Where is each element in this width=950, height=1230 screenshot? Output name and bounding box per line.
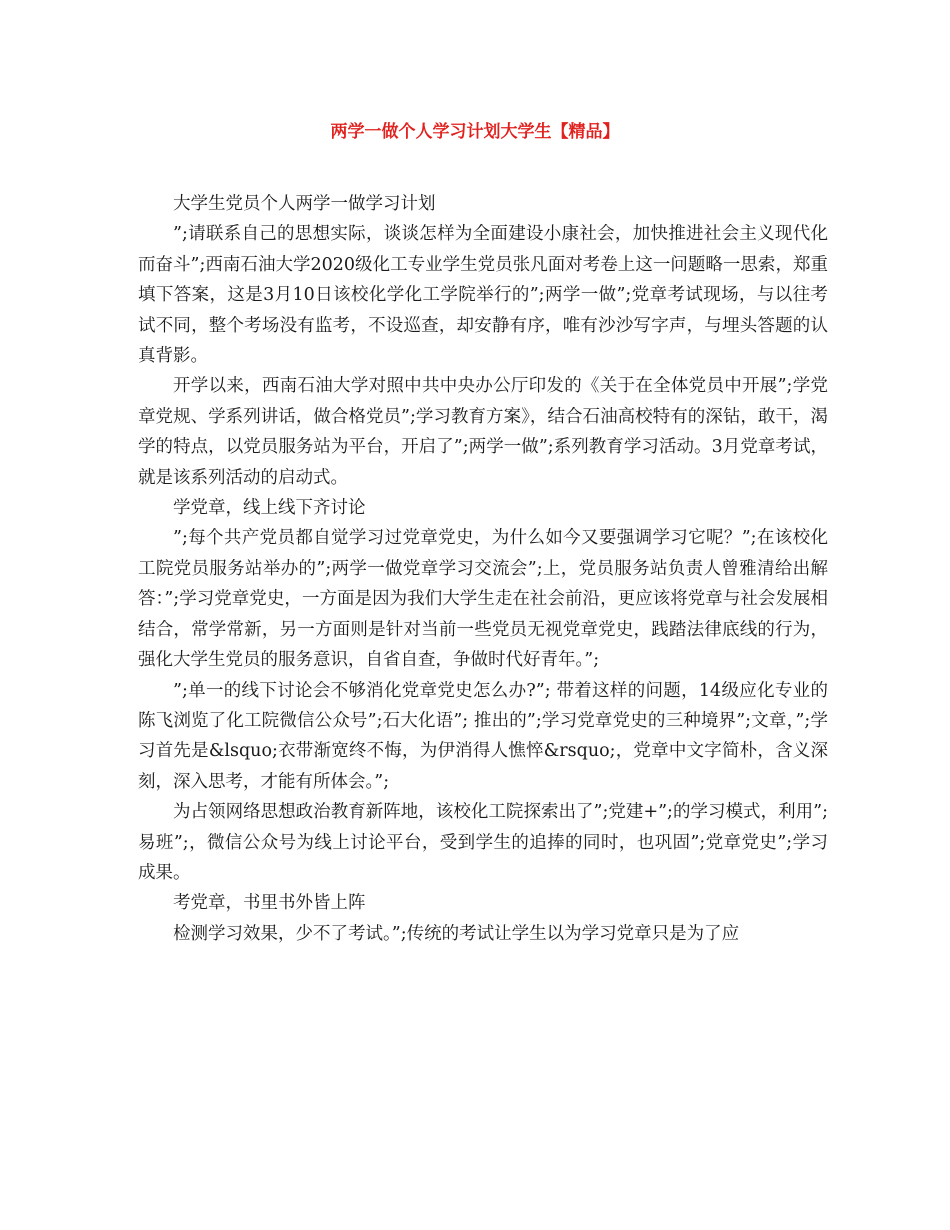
paragraph: 检测学习效果，少不了考试。”;传统的考试让学生以为学习党章只是为了应 [173,923,740,944]
paragraph: ”;请联系自己的思想实际，谈谈怎样为全面建设小康社会，加快推进社会主义现代化而奋斗”;西南石油大学2020级化工专业学生党员张凡面对考卷上这一问题略一思索，郑重填下答案，这是3月10日该校化学化工学院举行的”;两学一做”;党章考试现场，与以往考试不同，整个考场没有监考，不设巡查，却安静有序，唯有沙沙写字声，与埋头答题的认真背影。 [138,224,828,367]
document-title: 两学一做个人学习计划大学生【精品】 [330,122,620,142]
section-heading: 学党章，线上线下齐讨论 [173,498,366,519]
paragraph: ”;单一的线下讨论会不够消化党章党史怎么办?”; 带着这样的问题，14级应化专业的陈飞浏览了化工院微信公众号”;石大化语”; 推出的”;学习党章党史的三种境界”;文章，”;学习首先是&lsquo;衣带渐宽终不悔，为伊消得人憔悴&rsquo;，党章中文字简朴，含义深刻，深入思考，才能有所体会。”; [138,680,828,792]
paragraph: 开学以来，西南石油大学对照中共中央办公厅印发的《关于在全体党员中开展”;学党章党规、学系列讲话，做合格党员”;学习教育方案》，结合石油高校特有的深钻，敢干，渴学的特点，以党员服务站为平台，开启了”;两学一做”;系列教育学习活动。3月党章考试，就是该系列活动的启动式。 [138,376,828,488]
paragraph-subtitle: 大学生党员个人两学一做学习计划 [173,194,436,214]
section-heading: 考党章，书里书外皆上阵 [173,893,366,914]
paragraph: ”;每个共产党员都自觉学习过党章党史，为什么如今又要强调学习它呢？”;在该校化工院党员服务站举办的”;两学一做党章学习交流会”;上，党员服务站负责人曾雅清给出解答：”;学习党章党史，一方面是因为我们大学生走在社会前沿，更应该将党章与社会发展相结合，常学常新，另一方面则是针对当前一些党员无视党章党史，践踏法律底线的行为，强化大学生党员的服务意识，自省自查，争做时代好青年。”; [138,528,828,671]
paragraph: 为占领网络思想政治教育新阵地，该校化工院探索出了”;党建+”;的学习模式，利用”;易班”;，微信公众号为线上讨论平台，受到学生的追捧的同时，也巩固”;党章党史”;学习成果。 [138,802,828,883]
document-body [138,189,828,949]
